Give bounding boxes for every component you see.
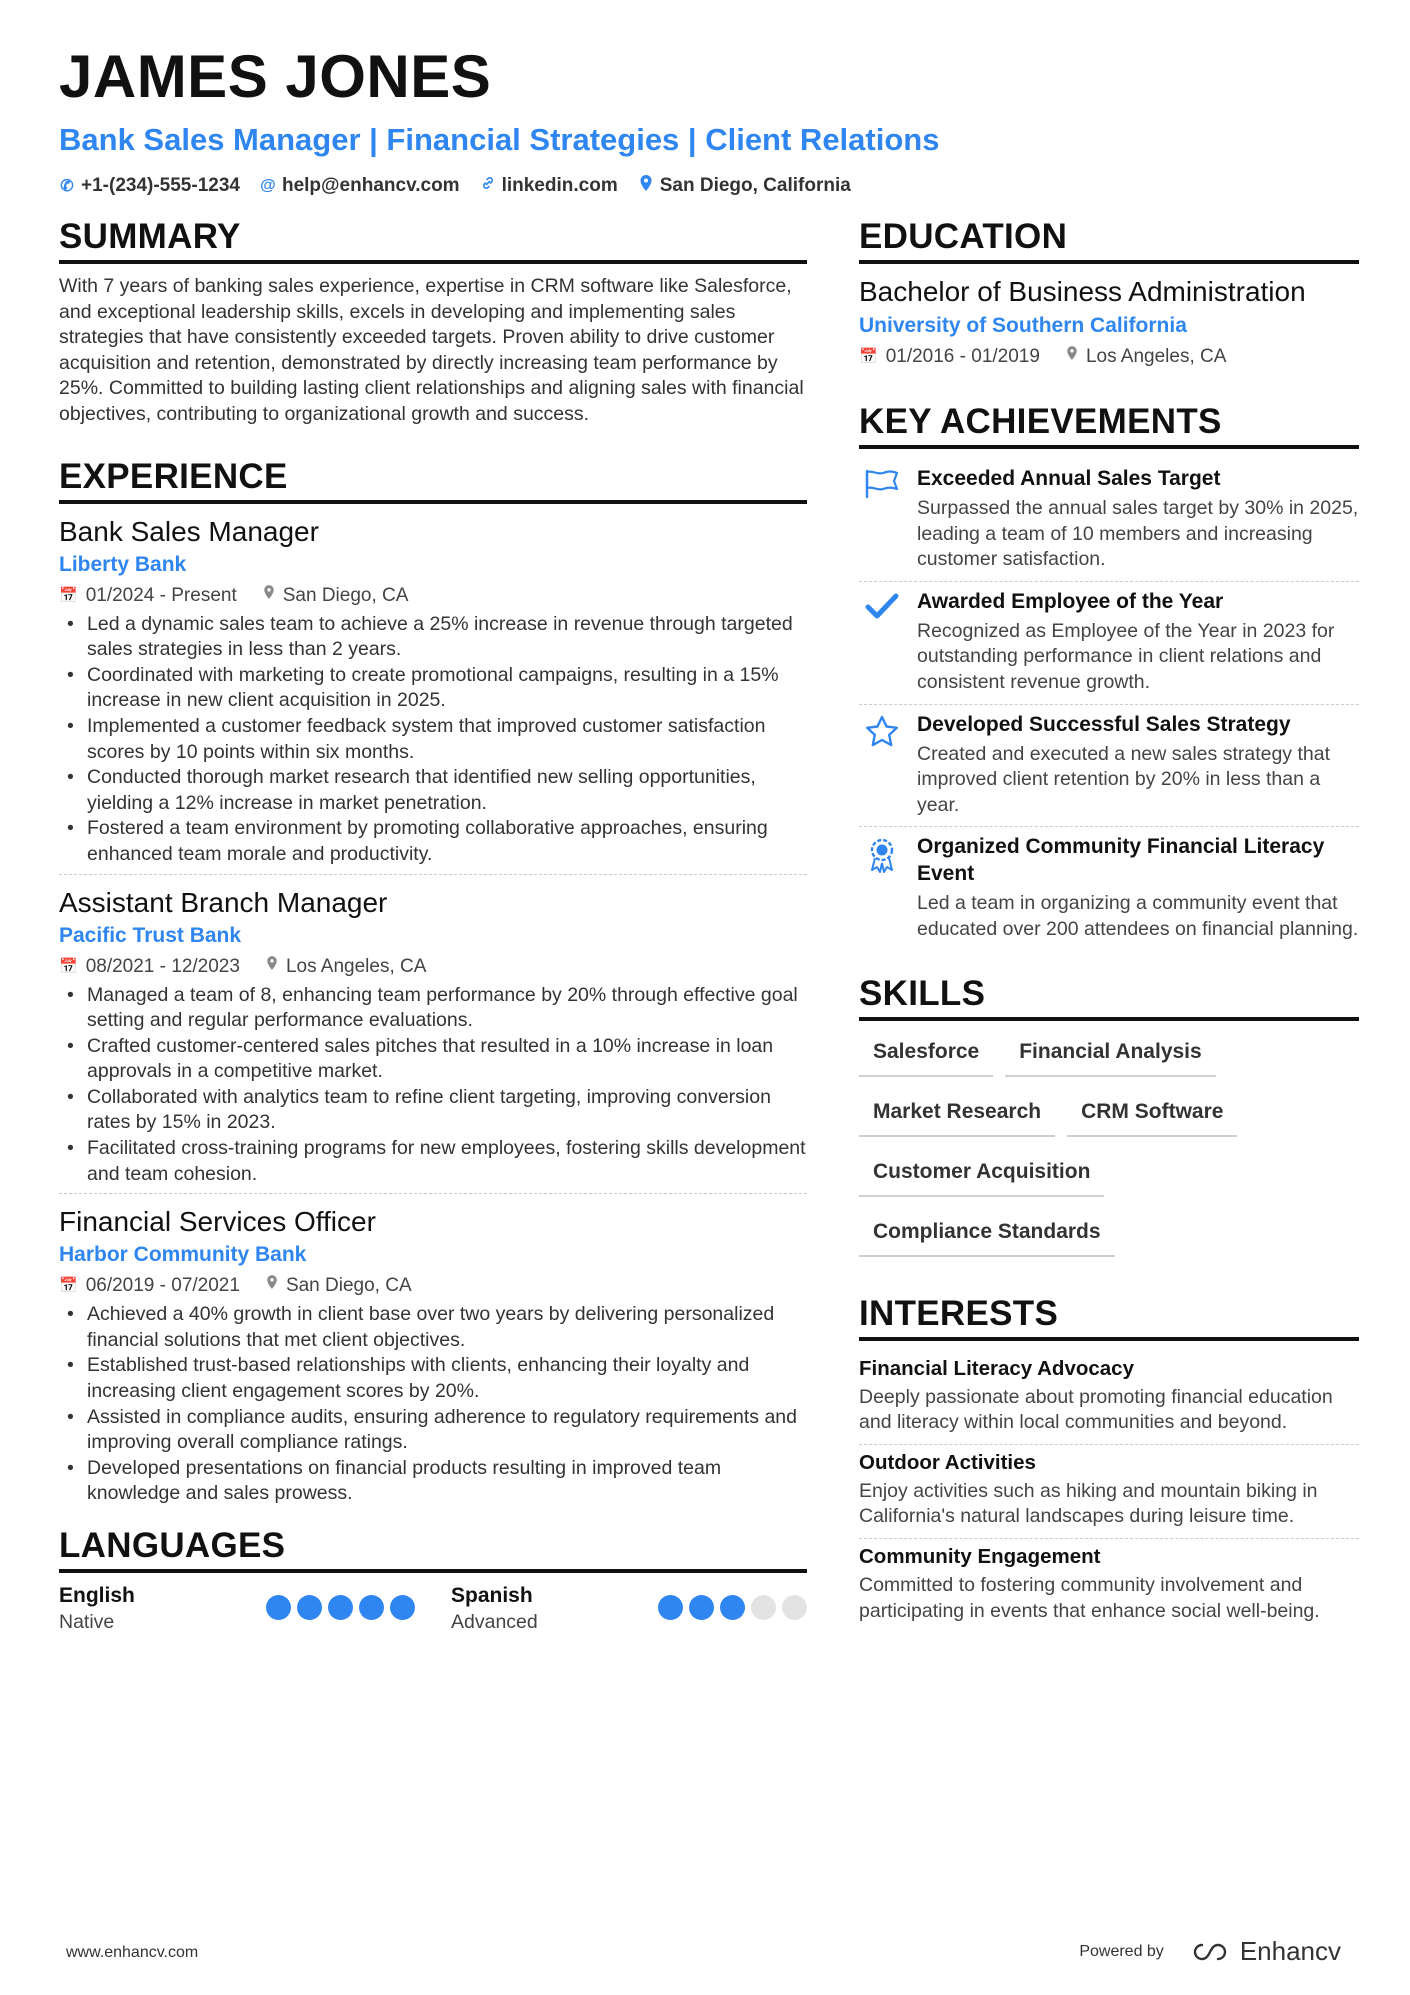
- bullet-item: • Fostered a team environment by promoting collaborative approaches, ensuring enhanced team morale and productivity.: [59, 816, 807, 867]
- experience-section: [59, 456, 807, 1513]
- proficiency-dot: [266, 1595, 291, 1620]
- resume-header: [59, 40, 1359, 197]
- skill-row: [859, 1211, 1359, 1257]
- proficiency-dot: [782, 1595, 807, 1620]
- calendar-icon: 📅: [59, 957, 78, 975]
- contact-location: [638, 174, 851, 197]
- calendar-icon: 📅: [59, 586, 78, 604]
- bullet-item: • Developed presentations on financial products resulting in improved team knowledge and sales prowess.: [59, 1456, 807, 1507]
- proficiency-dot: [297, 1595, 322, 1620]
- education-school: University of Southern California: [859, 314, 1187, 337]
- bullet-item: • Facilitated cross-training programs for new employees, fostering skills development and team cohesion.: [59, 1136, 807, 1187]
- brand-name: Enhancv: [1239, 1936, 1341, 1966]
- language-level: Advanced: [451, 1611, 538, 1633]
- award-ribbon-icon: [859, 833, 905, 942]
- language-item: [59, 1583, 415, 1635]
- language-item: [451, 1583, 807, 1635]
- bullet-item: • Managed a team of 8, enhancing team performance by 20% through effective goal setting and regular performance evaluations.: [59, 983, 807, 1034]
- skill-tag: Salesforce: [859, 1031, 993, 1077]
- achievement-item: [859, 705, 1359, 828]
- location-pin-icon: [1066, 343, 1078, 371]
- bullet-list: [59, 612, 807, 868]
- summary-section: [59, 216, 807, 428]
- interest-item: [859, 1539, 1359, 1632]
- job-location: [266, 953, 426, 981]
- left-column: [59, 216, 807, 1635]
- location-text: San Diego, California: [659, 174, 851, 196]
- company-name: Pacific Trust Bank: [59, 923, 242, 947]
- skills-section: [859, 973, 1359, 1257]
- location-text: San Diego, CA: [285, 1275, 412, 1297]
- interests-section: [859, 1293, 1359, 1633]
- location-text: San Diego, CA: [282, 584, 409, 606]
- job-location: [266, 1272, 412, 1300]
- achievement-body: [917, 833, 1359, 942]
- contact-phone[interactable]: [59, 175, 240, 197]
- proficiency-dot: [658, 1595, 683, 1620]
- skill-row: [859, 1091, 1359, 1137]
- education-section: [859, 216, 1359, 371]
- section-title: KEY ACHIEVEMENTS: [859, 401, 1359, 449]
- bullet-item: • Implemented a customer feedback system that improved customer satisfaction scores by 10 points within six months.: [59, 714, 807, 765]
- section-title: SKILLS: [859, 973, 1359, 1021]
- proficiency-dot: [689, 1595, 714, 1620]
- experience-item: [59, 885, 807, 1195]
- link-icon: [480, 175, 496, 196]
- check-icon: [859, 588, 905, 696]
- education-meta: [859, 343, 1359, 371]
- achievement-title: Organized Community Financial Literacy Event: [917, 835, 1325, 886]
- skill-tag: CRM Software: [1067, 1091, 1237, 1137]
- bullet-list: [59, 983, 807, 1188]
- language-name: English: [59, 1584, 135, 1607]
- job-meta: [59, 953, 807, 981]
- bullet-item: • Coordinated with marketing to create promotional campaigns, resulting in a 15% increase in new client acquisition in 2025.: [59, 663, 807, 714]
- section-title: EDUCATION: [859, 216, 1359, 264]
- language-text: [59, 1583, 135, 1635]
- flag-icon: [859, 465, 905, 573]
- footer-branding: [1079, 1936, 1341, 1967]
- company-name: Liberty Bank: [59, 552, 187, 576]
- section-title: SUMMARY: [59, 216, 807, 264]
- bullet-item: • Crafted customer-centered sales pitches that resulted in a 10% increase in loan approvals in a competitive market.: [59, 1034, 807, 1085]
- languages-section: [59, 1525, 807, 1635]
- job-title: Assistant Branch Manager: [59, 886, 388, 918]
- education-dates: [859, 343, 1040, 371]
- achievement-description: Surpassed the annual sales target by 30% in 2025, leading a team of 10 members and increasing customer satisfaction.: [917, 497, 1359, 571]
- achievement-body: [917, 588, 1359, 696]
- bullet-item: • Assisted in compliance audits, ensuring adherence to regulatory requirements and improving overall compliance ratings.: [59, 1405, 807, 1456]
- language-level: Native: [59, 1611, 115, 1633]
- location-pin-icon: [266, 1272, 278, 1300]
- achievement-item: [859, 582, 1359, 705]
- job-meta: [59, 582, 807, 610]
- location-text: Los Angeles, CA: [285, 955, 427, 977]
- skill-tag: Compliance Standards: [859, 1211, 1115, 1257]
- experience-list: [59, 514, 807, 1513]
- bullet-item: • Achieved a 40% growth in client base over two years by delivering personalized financial solutions that met client objectives.: [59, 1302, 807, 1353]
- dates-text: 01/2024 - Present: [85, 584, 237, 606]
- language-text: [451, 1583, 538, 1635]
- achievement-list: [859, 459, 1359, 951]
- location-pin-icon: [266, 953, 278, 981]
- bullet-item: • Conducted thorough market research that identified new selling opportunities, yielding a 12% increase in market penetration.: [59, 765, 807, 816]
- contact-linkedin[interactable]: [480, 175, 618, 197]
- interest-description: Committed to fostering community involvement and participating in events that enhance social well-being.: [859, 1573, 1320, 1622]
- location-pin-icon: [638, 174, 654, 197]
- section-title: INTERESTS: [859, 1293, 1359, 1341]
- skill-row: [859, 1151, 1359, 1197]
- skill-tag: Financial Analysis: [1005, 1031, 1215, 1077]
- dates-text: 08/2021 - 12/2023: [85, 955, 240, 977]
- proficiency-dot: [390, 1595, 415, 1620]
- job-title: Bank Sales Manager: [59, 515, 319, 547]
- job-location: [263, 582, 409, 610]
- language-list: [59, 1583, 807, 1635]
- skill-tag: Customer Acquisition: [859, 1151, 1104, 1197]
- job-dates: [59, 1272, 240, 1300]
- skill-row: [859, 1031, 1359, 1077]
- bullet-list: [59, 1302, 807, 1507]
- language-name: Spanish: [451, 1584, 533, 1607]
- proficiency-dot: [751, 1595, 776, 1620]
- email-text: help@enhancv.com: [281, 174, 460, 196]
- dates-text: 01/2016 - 01/2019: [885, 346, 1040, 367]
- headline: Bank Sales Manager | Financial Strategies | Client Relations: [59, 122, 940, 157]
- job-meta: [59, 1272, 807, 1300]
- bullet-item: • Established trust-based relationships with clients, enhancing their loyalty and increasing client engagement scores by 20%.: [59, 1353, 807, 1404]
- achievement-description: Led a team in organizing a community event that educated over 200 attendees on financial planning.: [917, 892, 1359, 940]
- summary-text: With 7 years of banking sales experience, expertise in CRM software like Salesforce, and exceptional leadership skills, excels in developing and implementing sales strategies that have consistently exceeded targets. Proven ability to drive customer acquisition and retention, demonstrated by directly increasing team performance by 25%. Committed to building lasting client relationships and aligning sales with financial objectives, contributing to organizational growth and success.: [59, 275, 804, 425]
- enhancv-logo-icon: [1188, 1941, 1232, 1963]
- interest-title: Community Engagement: [859, 1544, 1101, 1568]
- footer-website[interactable]: www.enhancv.com: [66, 1944, 199, 1961]
- achievement-body: [917, 465, 1359, 573]
- contact-email[interactable]: [260, 175, 460, 197]
- job-title: Financial Services Officer: [59, 1206, 376, 1238]
- proficiency-dot: [720, 1595, 745, 1620]
- location-text: Los Angeles, CA: [1085, 346, 1227, 367]
- achievement-title: Developed Successful Sales Strategy: [917, 712, 1291, 736]
- at-icon: @: [260, 176, 276, 194]
- phone-icon: ✆: [60, 177, 74, 195]
- achievement-title: Exceeded Annual Sales Target: [917, 467, 1221, 490]
- bullet-item: • Led a dynamic sales team to achieve a 25% increase in revenue through targeted sales strategies in less than 2 years.: [59, 612, 807, 663]
- candidate-name: JAMES JONES: [59, 43, 492, 110]
- achievement-description: Created and executed a new sales strategy that improved client retention by 20% in less than a year.: [917, 742, 1331, 816]
- skill-tag: Market Research: [859, 1091, 1055, 1137]
- powered-by-text: Powered by: [1079, 1942, 1164, 1960]
- proficiency-dots: [658, 1595, 807, 1635]
- star-icon: [859, 711, 905, 819]
- experience-item: [59, 514, 807, 875]
- bullet-item: • Collaborated with analytics team to refine client targeting, improving conversion rates by 15% in 2023.: [59, 1085, 807, 1136]
- section-title: LANGUAGES: [59, 1525, 807, 1573]
- proficiency-dot: [328, 1595, 353, 1620]
- job-dates: [59, 582, 237, 610]
- calendar-icon: 📅: [859, 348, 878, 365]
- interest-item: [859, 1351, 1359, 1445]
- achievements-section: [859, 401, 1359, 951]
- education-degree: Bachelor of Business Administration: [859, 276, 1306, 307]
- interest-description: Enjoy activities such as hiking and mountain biking in California's natural landscapes during leisure time.: [859, 1479, 1318, 1528]
- achievement-item: [859, 459, 1359, 582]
- interest-item: [859, 1445, 1359, 1539]
- linkedin-text: linkedin.com: [501, 174, 618, 196]
- education-location: [1066, 343, 1226, 371]
- brand-logo[interactable]: [1188, 1936, 1341, 1967]
- section-title: EXPERIENCE: [59, 456, 807, 504]
- calendar-icon: 📅: [59, 1277, 78, 1295]
- achievement-body: [917, 711, 1359, 819]
- location-pin-icon: [263, 582, 275, 610]
- proficiency-dot: [359, 1595, 384, 1620]
- dates-text: 06/2019 - 07/2021: [85, 1275, 240, 1297]
- phone-text: +1-(234)-555-1234: [81, 174, 240, 196]
- company-name: Harbor Community Bank: [59, 1243, 307, 1267]
- interest-title: Outdoor Activities: [859, 1450, 1036, 1474]
- achievement-description: Recognized as Employee of the Year in 2023 for outstanding performance in client relations and consistent revenue growth.: [917, 619, 1335, 693]
- right-column: [859, 216, 1359, 1632]
- achievement-title: Awarded Employee of the Year: [917, 589, 1224, 613]
- experience-item: [59, 1204, 807, 1513]
- job-dates: [59, 953, 240, 981]
- achievement-item: [859, 827, 1359, 950]
- proficiency-dots: [266, 1595, 415, 1635]
- interest-description: Deeply passionate about promoting financial education and literacy within local communities and beyond.: [859, 1385, 1333, 1434]
- skill-list: [859, 1031, 1359, 1257]
- interest-list: [859, 1351, 1359, 1633]
- interest-title: Financial Literacy Advocacy: [859, 1356, 1134, 1380]
- contact-bar: [59, 174, 1359, 197]
